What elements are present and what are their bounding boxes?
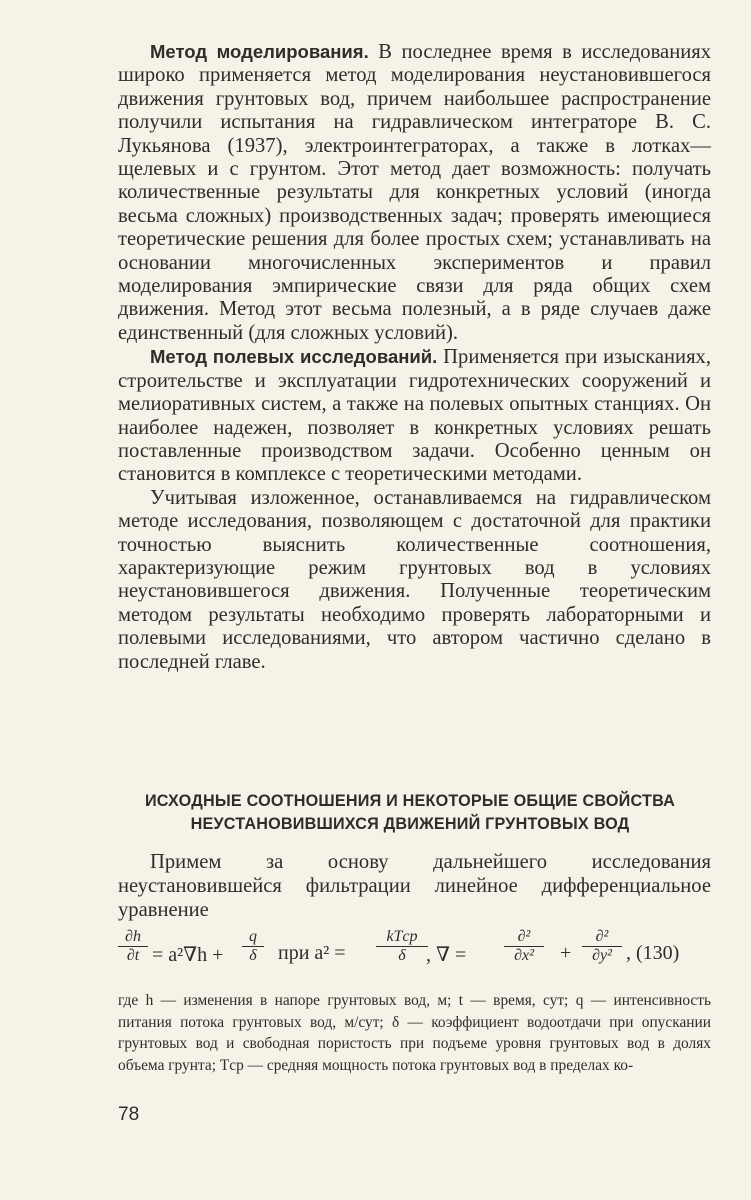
intro-paragraph: Примем за основу дальнейшего исследования неустановившейся фильтрации линейное дифференциальное уравнение xyxy=(118,851,711,921)
equation-term: при a² = xyxy=(278,942,346,964)
paragraph-field xyxy=(118,345,711,486)
formula-legend xyxy=(118,990,711,1076)
legend-text: где h — изменения в напоре грунтовых вод, м; t — время, сут; q — интенсивность питания потока грунтовых вод, м/сут; δ — коэффициент водоотдачи при опускании грунтовых вод и свободная пористость при подъеме уровня грунтовых вод в долях объема грунта; Tср — средняя мощность потока грунтовых вод в пределах ко- xyxy=(118,992,711,1074)
fraction-dh-dt: ∂h ∂t xyxy=(118,928,148,965)
fraction-d2-dx2: ∂² ∂x² xyxy=(504,928,544,965)
paragraph-text: Применяется при изысканиях, строительстве и эксплуатации гидротехнических сооружений и мелиоративных систем, а также на полевых опытных станциях. Он наиболее надежен, позволяет в конкретных условиях решать поставленные производством задачи. Особенно ценным он становится в комплексе с теоретическими методами. xyxy=(118,346,711,486)
equation-130 xyxy=(118,928,718,980)
equation-term: , ∇ = xyxy=(426,944,467,966)
equation-term: + xyxy=(560,942,572,964)
intro-text xyxy=(118,850,711,922)
body-text xyxy=(118,40,711,674)
fraction-q-delta: q δ xyxy=(242,928,264,965)
paragraph-conclusion xyxy=(118,487,711,674)
paragraph-text: В последнее время в исследованиях широко применяется метод моделирования неустановившегося движения грунтовых вод, причем наибольшее распространение получили испытания на гидравлическом интеграторе В. С. Лукьянова (1937), электроинтеграторах, а также в лотках—щелевых и с грунтом. Этот метод дает возможность: получать количественные результаты для конкретных условий (иногда весьма сложных) производственных задач; проверять имеющиеся теоретические решения для более простых схем; устанавливать на основании многочисленных экспериментов и правил моделирования эмпирические связи для ряда общих схем движения. Метод этот весьма полезный, а в ряде случаев даже единственный (для сложных условий). xyxy=(118,41,712,344)
section-heading-line: НЕУСТАНОВИВШИХСЯ ДВИЖЕНИЙ ГРУНТОВЫХ ВОД xyxy=(190,815,630,833)
paragraph-modeling xyxy=(118,40,711,345)
section-heading xyxy=(90,790,730,836)
section-heading-line: ИСХОДНЫЕ СООТНОШЕНИЯ И НЕКОТОРЫЕ ОБЩИЕ СВОЙСТВА xyxy=(144,792,676,810)
fraction-d2-dy2: ∂² ∂y² xyxy=(582,928,622,965)
paragraph-lead: Метод полевых исследований. xyxy=(150,346,438,368)
equation-term: = a²∇h + xyxy=(152,944,224,966)
equation-number: , (130) xyxy=(626,942,680,964)
page-number: 78 xyxy=(118,1104,140,1125)
fraction-kt-delta: kTср δ xyxy=(376,928,428,965)
paragraph-lead: Метод моделирования. xyxy=(150,41,369,62)
paragraph-text: Учитывая изложенное, останавливаемся на гидравлическом методе исследования, позволяющем с достаточной для практики точностью выяснить количественные соотношения, характеризующие режим грунтовых вод в условиях неустановившегося движения. Полученные теоретическим методом результаты необходимо проверять лабораторными и полевыми исследованиями, что автором частично сделано в последней главе. xyxy=(118,486,711,673)
